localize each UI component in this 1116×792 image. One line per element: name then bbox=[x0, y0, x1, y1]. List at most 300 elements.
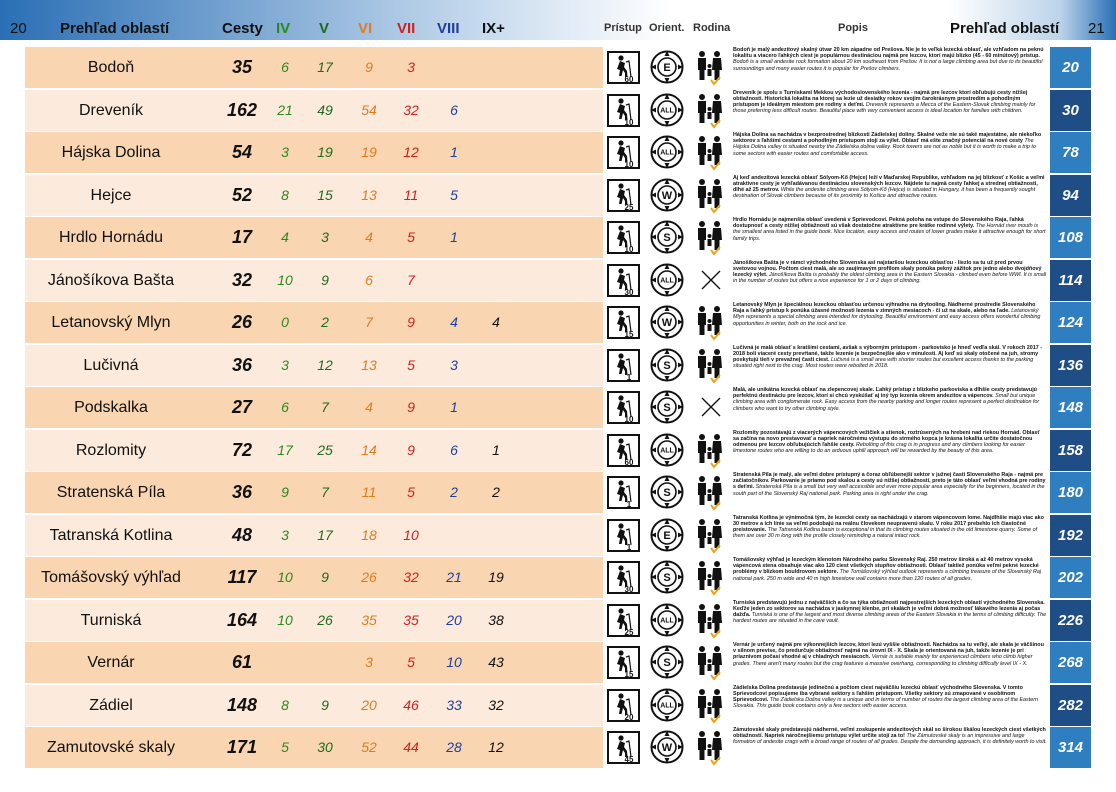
grade-count-g9 bbox=[476, 47, 516, 88]
compass-orientation-icon bbox=[650, 603, 684, 637]
grade-count-g4: 10 bbox=[277, 611, 293, 628]
grade-count-g4: 10 bbox=[277, 569, 293, 585]
description-english: Dreveník represents a Mecca of the Eastern-Slovak climbing mainly for those preferring less difficult routes. Beautiful place with very convenient access is ideal location for families with children. bbox=[733, 101, 1036, 115]
description-english: Lučivná is a small area with shorter routes but excellent access thanks to the parking situated right next to the crag. Most routes were rebolted in 2018. bbox=[733, 356, 1034, 370]
column-header-popis: Popis bbox=[838, 22, 868, 34]
orientation-letter: ALL bbox=[660, 702, 674, 709]
description-english: The Tomášovský výhľad outlook represents a climbing treasure of the Slovenský Raj national park. 250 m wide and 40 m high limestone wall contains more than 120 routes of all grades. bbox=[733, 569, 1042, 582]
grade-count-g9: 2 bbox=[492, 484, 500, 500]
grade-count-g8: 21 bbox=[446, 569, 462, 585]
grade-count-g9 bbox=[476, 387, 516, 428]
description-english: The Zámutovské skaly is an impressive and large formation of andesite crags with a broad range of routes of all grades. Despite the demanding approach, it is definitely worth to visit. bbox=[733, 733, 1047, 746]
column-header-grade-ix: IX+ bbox=[482, 20, 505, 37]
access-minutes: 1 bbox=[626, 372, 632, 382]
orientation-letter: S bbox=[663, 657, 671, 669]
grade-count-g8: 6 bbox=[450, 441, 458, 458]
access-minutes: 10 bbox=[624, 245, 634, 254]
compass-orientation-icon bbox=[650, 518, 684, 552]
grade-count-g4: 0 bbox=[281, 314, 289, 330]
area-description bbox=[733, 430, 1047, 471]
column-header-cesty: Cesty bbox=[222, 20, 263, 37]
hiker-access-icon bbox=[607, 646, 640, 679]
description-english: Jánošíkova Bašta is probably the oldest climbing area in the Eastern Slovakia - climbed even before WWI. It is small in the number of routes but offers a nice experience for 1 or 2 days of climbing. bbox=[733, 271, 1047, 285]
area-name: Vernár bbox=[87, 654, 135, 671]
grade-count-g9: 38 bbox=[488, 611, 504, 628]
access-minutes: 1 bbox=[626, 542, 632, 552]
table-row bbox=[25, 685, 1091, 726]
row-icons bbox=[607, 175, 731, 216]
area-description bbox=[733, 260, 1047, 301]
grade-count-g4: 3 bbox=[281, 526, 289, 543]
row-icons bbox=[607, 302, 731, 343]
row-icons bbox=[607, 260, 731, 301]
grade-count-g7: 5 bbox=[407, 229, 415, 245]
area-description bbox=[733, 217, 1047, 258]
guide-page-number: 30 bbox=[1050, 90, 1091, 131]
grade-count-g4: 6 bbox=[281, 399, 289, 415]
orientation-letter: W bbox=[661, 742, 673, 754]
row-icons bbox=[607, 472, 731, 513]
access-minutes: 15 bbox=[624, 670, 634, 679]
grade-count-g8: 4 bbox=[450, 314, 458, 330]
area-description bbox=[733, 472, 1047, 513]
orientation-letter: ALL bbox=[660, 107, 674, 114]
grade-count-g6: 19 bbox=[361, 144, 377, 160]
grade-count-g4: 8 bbox=[281, 696, 289, 713]
table-row bbox=[25, 642, 1091, 683]
access-minutes: 1 bbox=[626, 500, 632, 509]
route-count: 171 bbox=[226, 737, 258, 757]
grade-count-g9: 1 bbox=[492, 441, 500, 458]
grade-count-g7: 5 bbox=[407, 356, 415, 373]
grade-count-g5: 9 bbox=[321, 569, 329, 585]
grade-count-g7: 10 bbox=[403, 526, 419, 543]
grade-count-g4 bbox=[265, 642, 305, 683]
access-minutes: 10 bbox=[624, 415, 634, 424]
grade-count-g9 bbox=[476, 90, 516, 131]
grade-count-g6: 7 bbox=[365, 314, 373, 330]
row-icons bbox=[607, 345, 731, 386]
grade-count-g7: 9 bbox=[407, 314, 415, 330]
grade-count-g7: 5 bbox=[407, 484, 415, 500]
route-count: 35 bbox=[231, 57, 253, 77]
description-slovak: Jánošíkova Bašta je v rámci východného Slovenska asi najstaršou lezeckou oblasťou - liezlo sa tu už pred prvou svetovou vojnou. Počtom ciest malá, ale so zaujímavým profilom skaly ponúka pekný zážitok pre jedno alebo dvojdňový lezecký výlet. bbox=[733, 259, 1042, 278]
compass-orientation-icon bbox=[650, 688, 684, 722]
grade-count-g5: 19 bbox=[317, 144, 333, 160]
description-english: The Tatranská Kotlina basin is exceptional in that its climbing routes situated in the old limestone quarry. Some of them are over 30 m long with the profile closely reminding a natural intact rock. bbox=[733, 526, 1038, 540]
route-count: 54 bbox=[231, 142, 253, 162]
orientation-letter: S bbox=[663, 487, 671, 499]
table-row bbox=[25, 47, 1091, 88]
row-icons bbox=[607, 387, 731, 428]
grade-count-g6: 4 bbox=[365, 399, 373, 415]
column-header-grade-vi: VI bbox=[358, 20, 373, 37]
description-english: The Zádielska Dolina valley is a unique and in terms of number of routes the largest climbing area of the Eastern Slovakia. This guide book contains only a few sectors with easier access. bbox=[733, 696, 1039, 710]
grade-count-g5: 12 bbox=[317, 356, 333, 373]
grade-count-g7: 35 bbox=[403, 611, 419, 628]
description-slovak: Dreveník je spolu s Turniskami Mekkou východoslovenského lezenia - najmä pre lezcov ktorí obľubujú cesty nižšej obtiažnosti. Historická lokalita na ktorej sa lezie už desiatky rokov svojim čarokrásnym prostredím a pohodlným prístupom je ideálnym miestom pre rodiny s deťmi. bbox=[733, 89, 1028, 108]
description-slovak: Hrdlo Hornádu je najmenšia oblasť uvedená v Sprievodcovi. Pekná poloha na vstupe do Slovenského Raja, ľahká dostupnosť a cesty nižšej obtiažnosti sú však dostatočne atraktívne pre krátke rodinné výlety. bbox=[733, 217, 1024, 230]
hiker-access-icon bbox=[607, 349, 640, 382]
grade-count-g7: 7 bbox=[407, 271, 415, 288]
description-english: Bodoň is a small andesite rock formation about 20 km southeast from Prešov. It is not a large climbing area but due to its beautiful surroundings and many easier routes it is popular for Prešov climbers. bbox=[733, 59, 1043, 72]
grade-count-g5: 2 bbox=[321, 314, 329, 330]
route-count: 27 bbox=[231, 397, 253, 417]
area-name: Zamutovské skaly bbox=[46, 739, 176, 756]
description-english: Turniská is one of the largest and most diverse climbing areas of the Eastern Slovakia in the terms of climbing difficulty. The hardest routes are situated in the cave vault. bbox=[733, 611, 1047, 625]
grade-count-g9: 32 bbox=[488, 696, 504, 713]
area-description bbox=[733, 515, 1047, 556]
compass-orientation-icon bbox=[650, 135, 684, 169]
description-english: Stratenská Píla is a small but very well accessible and ever more popular area especially for the beginners, located in the south part of the Slovenský Raj national park. Parking area is right under the crag. bbox=[733, 484, 1045, 497]
hiker-access-icon bbox=[607, 519, 640, 552]
column-header-orient: Orient. bbox=[649, 22, 685, 34]
table-row bbox=[25, 387, 1091, 428]
area-name: Tatranská Kotlina bbox=[49, 526, 173, 544]
grade-count-g9: 4 bbox=[492, 314, 500, 330]
row-icons bbox=[607, 685, 731, 726]
area-name: Podskalka bbox=[74, 399, 148, 416]
grade-count-g5: 7 bbox=[321, 484, 329, 500]
access-minutes: 30 bbox=[624, 585, 634, 594]
area-name: Rozlomity bbox=[75, 441, 147, 459]
grade-count-g6: 13 bbox=[361, 356, 377, 373]
family-icon bbox=[695, 220, 725, 256]
grade-count-g6: 13 bbox=[361, 186, 377, 203]
area-name: Jánošíkova Bašta bbox=[47, 271, 175, 289]
grade-count-g4: 17 bbox=[277, 441, 293, 458]
description-slovak: Turniská predstavujú jednu z najväčších a čo sa týka obtiažnosti najpestrejších lezeckých oblastí východného Slovenska. Keďže jeden zo sektorov sa nachádza v jaskynnej klenbe, pri skalách je veľmi dobrá možnosť lákavého lezenia aj počas dažďa. bbox=[733, 599, 1045, 618]
description-english: Rebolting of this crag is in progress and any climbers looking for easier limestone routes who are willing to do an arduous uphill approach will be rewarded by the beauty of this area. bbox=[733, 441, 1025, 455]
compass-orientation-icon bbox=[650, 348, 684, 382]
area-name: Zádiel bbox=[89, 696, 133, 714]
grade-count-g6: 35 bbox=[361, 611, 377, 628]
guide-page-number: 158 bbox=[1050, 430, 1091, 471]
grade-count-g8: 5 bbox=[450, 186, 458, 203]
grade-count-g5: 25 bbox=[317, 441, 333, 458]
guide-page-number: 202 bbox=[1050, 557, 1091, 598]
route-count: 61 bbox=[231, 652, 253, 672]
area-name: Tomášovský výhľad bbox=[41, 569, 181, 586]
description-english: Vernár is suitable mainly for experienced climbers who climb higher grades. There aren't many routes but the crag features a massive overhang, corresponding to climbing difficulty level IX - X. bbox=[733, 654, 1033, 667]
grade-count-g7: 12 bbox=[403, 144, 419, 160]
table-row bbox=[25, 175, 1091, 216]
orientation-letter: ALL bbox=[660, 617, 674, 624]
grade-count-g8: 10 bbox=[446, 654, 462, 670]
column-header-pristup: Prístup bbox=[604, 22, 642, 34]
grade-count-g4: 5 bbox=[281, 739, 289, 755]
grade-count-g6: 4 bbox=[365, 229, 373, 245]
grade-count-g5: 49 bbox=[317, 101, 333, 118]
hiker-access-icon bbox=[607, 306, 640, 339]
table-row bbox=[25, 90, 1091, 131]
area-description bbox=[733, 642, 1047, 683]
grade-count-g7: 11 bbox=[403, 186, 419, 203]
grade-count-g4: 9 bbox=[281, 484, 289, 500]
table-row bbox=[25, 345, 1091, 386]
family-icon bbox=[695, 688, 725, 724]
hiker-access-icon bbox=[607, 51, 640, 84]
family-icon bbox=[695, 603, 725, 639]
area-name: Hejce bbox=[90, 186, 132, 204]
guide-page-number: 192 bbox=[1050, 515, 1091, 556]
guide-page-number: 268 bbox=[1050, 642, 1091, 683]
grade-count-g6: 9 bbox=[365, 59, 373, 75]
grade-count-g7: 9 bbox=[407, 441, 415, 458]
grade-count-g5: 9 bbox=[321, 271, 329, 288]
grade-count-g8 bbox=[434, 515, 474, 556]
description-english: The Hornád river mouth is the smallest area listed in the guide book. Nice location, easy access and routes of lower grades make it attractive enough for short family trips. bbox=[733, 223, 1046, 242]
area-description bbox=[733, 345, 1047, 386]
guide-page-number: 282 bbox=[1050, 685, 1091, 726]
row-icons bbox=[607, 642, 731, 683]
guide-page-number: 314 bbox=[1050, 727, 1091, 768]
table-row bbox=[25, 132, 1091, 173]
table-row bbox=[25, 515, 1091, 556]
access-minutes: 60 bbox=[624, 75, 634, 84]
grade-count-g5: 3 bbox=[321, 229, 329, 245]
grade-count-g8: 2 bbox=[450, 484, 458, 500]
guide-page-number: 136 bbox=[1050, 345, 1091, 386]
grade-count-g5: 7 bbox=[321, 399, 329, 415]
guide-page-number: 114 bbox=[1050, 260, 1091, 301]
grade-count-g6: 26 bbox=[361, 569, 377, 585]
grade-count-g8: 6 bbox=[450, 101, 458, 118]
description-english: While the andesite climbing area Sólyom-Kő (Hejce) is situated in Hungary, it has been a frequently sought destination of Slovak climbers because of its proximity to Košice and attractive routes. bbox=[733, 186, 1036, 200]
access-minutes: 45 bbox=[624, 755, 634, 764]
access-minutes: 15 bbox=[624, 330, 634, 339]
column-header-rodina: Rodina bbox=[693, 22, 731, 34]
grade-count-g5 bbox=[305, 642, 345, 683]
row-icons bbox=[607, 132, 731, 173]
guide-page-number: 20 bbox=[1050, 47, 1091, 88]
route-count: 164 bbox=[226, 609, 258, 630]
route-count: 32 bbox=[231, 269, 253, 290]
description-english: The Hájska Dolina valley is situated nearby the Zádielska dolina valley. Rock towers are not as noble but it is worth to make a trip to some sectors with easier routes and comfortable access. bbox=[733, 138, 1036, 157]
description-slovak: Malá, ale unikátna lezecká oblasť na zlepencovej skale. Ľahký prístup z blízkeho parkoviska a dlhšie cesty predstavujú perfektnú destináciu pre lezcov, ktorí si chcú vyskúšať aj iný typ lezenia okrem andezitov a vápencov. bbox=[733, 387, 1037, 400]
area-name: Dreveník bbox=[78, 101, 144, 119]
description-slovak: Lučivná je malá oblasť s kratšími cestami, avšak s výborným prístupom - parkovisko je hneď vedľa skál. V rokoch 2017 - 2018 boli viaceré cesty prevŕtané, takže lezenie je bezpečnejšie ako v minulosti. Aj keď sú skaly otočené na juh, stromy poskytujú tieň v prevažnej časti ciest. bbox=[733, 344, 1043, 363]
grade-count-g4: 4 bbox=[281, 229, 289, 245]
hiker-access-icon bbox=[607, 264, 640, 297]
grade-count-g4: 8 bbox=[281, 186, 289, 203]
table-row bbox=[25, 260, 1091, 301]
row-icons bbox=[607, 727, 731, 768]
route-count: 36 bbox=[231, 354, 253, 375]
table-row bbox=[25, 217, 1091, 258]
orientation-letter: S bbox=[663, 572, 671, 584]
area-name: Hrdlo Hornádu bbox=[58, 229, 164, 246]
grade-count-g9 bbox=[476, 515, 516, 556]
title-right: Prehľad oblastí bbox=[950, 20, 1060, 37]
orientation-letter: W bbox=[661, 189, 673, 202]
family-icon bbox=[695, 93, 725, 129]
table-row bbox=[25, 600, 1091, 641]
column-header-grade-viii: VIII bbox=[437, 20, 460, 37]
family-icon bbox=[695, 135, 725, 171]
description-slovak: Stratenská Píla je malý, ale veľmi dobre prístupný a čoraz obľúbenejší sektor v južnej časti Slovenského Raja - najmä pre začiatočníkov. Parkovanie je priamo pod skalou a cesty sú nižšej obtiažnosti, preto je táto oblasť veľmi vhodná pre rodiny s deťmi. bbox=[733, 472, 1046, 491]
table-row bbox=[25, 557, 1091, 598]
family-icon bbox=[695, 50, 725, 86]
grade-count-g8: 1 bbox=[450, 399, 458, 415]
area-description bbox=[733, 132, 1047, 173]
grade-count-g6: 3 bbox=[365, 654, 373, 670]
table-row bbox=[25, 302, 1091, 343]
access-minutes: 20 bbox=[624, 712, 634, 722]
grade-count-g9 bbox=[476, 132, 516, 173]
guide-page-number: 180 bbox=[1050, 472, 1091, 513]
grade-count-g6: 14 bbox=[361, 441, 377, 458]
grade-count-g5: 17 bbox=[317, 526, 333, 543]
compass-orientation-icon bbox=[650, 50, 684, 84]
hiker-access-icon bbox=[607, 731, 640, 764]
grade-count-g9 bbox=[476, 217, 516, 258]
compass-orientation-icon bbox=[650, 263, 684, 297]
area-description bbox=[733, 90, 1047, 131]
grade-count-g5: 17 bbox=[317, 59, 333, 75]
hiker-access-icon bbox=[607, 561, 640, 594]
grade-count-g6: 11 bbox=[361, 484, 377, 500]
grade-count-g4: 21 bbox=[277, 101, 293, 118]
description-english: Small but unique climbing area with conglomerate rock. Easy access from the nearby parking and longer routes represent a perfect destination for climbers who want to try other climbing style. bbox=[733, 393, 1040, 412]
not-for-family-icon bbox=[699, 268, 723, 292]
route-count: 17 bbox=[231, 227, 253, 247]
route-count: 148 bbox=[226, 694, 258, 715]
hiker-access-icon bbox=[607, 689, 640, 722]
hiker-access-icon bbox=[607, 136, 640, 169]
grade-count-g7: 5 bbox=[407, 654, 415, 670]
family-icon bbox=[695, 730, 725, 766]
grade-count-g9: 19 bbox=[488, 569, 504, 585]
grade-count-g9 bbox=[476, 345, 516, 386]
area-description bbox=[733, 47, 1047, 88]
grade-count-g8 bbox=[434, 260, 474, 301]
grade-count-g5: 9 bbox=[321, 696, 329, 713]
description-english: Letanovský Mlyn represents a special climbing area intended for drytooling. Beautiful environment and easy access offers wonderful climbing opportunities in winter, both on the rock and ice. bbox=[733, 308, 1041, 327]
hiker-access-icon bbox=[607, 391, 640, 424]
grade-count-g8: 1 bbox=[450, 144, 458, 160]
area-name: Bodoň bbox=[87, 59, 135, 76]
route-count: 162 bbox=[226, 99, 258, 120]
route-count: 48 bbox=[231, 524, 253, 545]
row-icons bbox=[607, 90, 731, 131]
guide-page-number: 108 bbox=[1050, 217, 1091, 258]
grade-count-g8: 1 bbox=[450, 229, 458, 245]
grade-count-g5: 15 bbox=[317, 186, 333, 203]
compass-orientation-icon bbox=[650, 305, 684, 339]
grade-count-g7: 32 bbox=[403, 101, 419, 118]
grade-count-g9 bbox=[476, 175, 516, 216]
title-left: Prehľad oblastí bbox=[60, 20, 170, 37]
column-header-grade-iv: IV bbox=[276, 20, 291, 37]
row-icons bbox=[607, 430, 731, 471]
row-icons bbox=[607, 47, 731, 88]
grade-count-g6: 20 bbox=[361, 696, 377, 713]
description-slovak: Rozlomity pozostávajú z viacerých vápencových vežičiek a stienok, roztrúsených na hrebeni nad riekou Hornád. Oblasť sa začína na novo prestavovať a napriek náročnému výstupu do strmého kopca je krásna lokalita určite dostatočnou odmenou pre lezcov obľubujúcich ľahšie cesty. bbox=[733, 429, 1040, 448]
grade-count-g8: 3 bbox=[450, 356, 458, 373]
area-description bbox=[733, 600, 1047, 641]
table-row bbox=[25, 727, 1091, 768]
access-minutes: 25 bbox=[624, 627, 634, 637]
access-minutes: 60 bbox=[624, 457, 634, 467]
orientation-letter: ALL bbox=[660, 277, 674, 284]
grade-count-g7: 32 bbox=[403, 569, 419, 585]
area-name: Turniská bbox=[80, 611, 142, 629]
area-description bbox=[733, 557, 1047, 598]
row-icons bbox=[607, 515, 731, 556]
compass-orientation-icon bbox=[650, 560, 684, 594]
hiker-access-icon bbox=[607, 94, 640, 127]
compass-orientation-icon bbox=[650, 390, 684, 424]
family-icon bbox=[695, 305, 725, 341]
area-description bbox=[733, 302, 1047, 343]
grade-count-g8: 33 bbox=[446, 696, 462, 713]
family-icon bbox=[695, 178, 725, 214]
family-icon bbox=[695, 645, 725, 681]
guide-page-number: 78 bbox=[1050, 132, 1091, 173]
guide-page-number: 94 bbox=[1050, 175, 1091, 216]
area-description bbox=[733, 175, 1047, 216]
description-slovak: Tatranská Kotlina je výnimočná tým, že lezecké cesty sa nachádzajú v starom vápencovom lome. Najdlhšie majú viac ako 30 metrov a ich línie sa veľmi podobajú na reálnu človekom neupravenú skalu. V roku 2017 prebehlo ich čiastočné preistovanie. bbox=[733, 514, 1044, 533]
area-name: Stratenská Píla bbox=[56, 484, 166, 501]
area-description bbox=[733, 685, 1047, 726]
family-icon bbox=[695, 348, 725, 384]
family-icon bbox=[695, 560, 725, 596]
grade-count-g9: 12 bbox=[488, 739, 504, 755]
row-icons bbox=[607, 557, 731, 598]
grade-count-g7: 3 bbox=[407, 59, 415, 75]
hiker-access-icon bbox=[607, 604, 640, 637]
grade-count-g5: 30 bbox=[317, 739, 333, 755]
family-icon bbox=[695, 518, 725, 554]
column-header-grade-vii: VII bbox=[397, 20, 416, 37]
grade-count-g7: 46 bbox=[403, 696, 419, 713]
area-description bbox=[733, 387, 1047, 428]
page-number-left: 20 bbox=[10, 20, 27, 37]
grade-count-g4: 3 bbox=[281, 144, 289, 160]
orientation-letter: S bbox=[663, 232, 671, 244]
grade-count-g6: 18 bbox=[361, 526, 377, 543]
grade-count-g9: 43 bbox=[488, 654, 504, 670]
grade-count-g7: 9 bbox=[407, 399, 415, 415]
access-minutes: 10 bbox=[624, 117, 634, 127]
description-slovak: Bodoň je malý andezitový skalný útvar 20 km západne od Prešova. Nie je to veľká lezecká oblasť, ale vzhľadom na peknú lokalitu a viacero ľahkých ciest je populárnou destináciou najmä pre lezcov, ktorí majú blízko (45 - 60 minútový) prístup. bbox=[733, 47, 1044, 60]
route-count: 52 bbox=[231, 184, 253, 205]
description-slovak: Aj keď andezitová lezecká oblasť Sólyom-Kő (Hejce) leží v Maďarskej Republike, vzhľadom na jej blízkosť z Košíc a veľmi atraktívne cesty je vyhľadávanou destináciou slovenských lezcov. Nájdete tu najmä cesty ľahkej a strednej obtiažnosti, dlhé až 25 metrov. bbox=[733, 174, 1045, 193]
orientation-letter: S bbox=[663, 359, 671, 372]
row-icons bbox=[607, 600, 731, 641]
compass-orientation-icon bbox=[650, 730, 684, 764]
grade-count-g4: 6 bbox=[281, 59, 289, 75]
grade-count-g4: 3 bbox=[281, 356, 289, 373]
guide-page-number: 226 bbox=[1050, 600, 1091, 641]
grade-count-g6: 54 bbox=[361, 101, 377, 118]
row-icons bbox=[607, 217, 731, 258]
orientation-letter: ALL bbox=[660, 149, 674, 157]
description-slovak: Zádielska Dolina predstavuje jedinečnú a počtom ciest najväčšiu lezeckú oblasť východného Slovenska. V tomto Sprievodcovi popisujeme iba vybrané sektory s ľahším prístupom. Všetky sektory sú zmapované v osobitnom Sprievodcovi. bbox=[733, 684, 1023, 703]
grade-count-g8: 28 bbox=[446, 739, 462, 755]
guide-page-number: 124 bbox=[1050, 302, 1091, 343]
description-slovak: Zámutovské skaly predstavujú nádherné, veľmi zoskupenie andezitových skál so širokou škálou lezeckých ciest všetkých obtiažností. Napriek náročnejšiemu prístupu výlet určite stojí za to! bbox=[733, 727, 1046, 740]
area-name: Hájska Dolina bbox=[61, 144, 161, 161]
description-slovak: Letanovský Mlyn je špeciálnou lezeckou oblasťou určenou výhradne na drytooling. Nádherné prostredie Slovenského Raja a ľahký prístup k ponúka úžasné možnosti lezenia v zimných mesiacoch - či už na skale, alebo na ľade. bbox=[733, 302, 1036, 315]
orientation-letter: W bbox=[661, 317, 673, 329]
family-icon bbox=[695, 475, 725, 511]
family-icon bbox=[695, 433, 725, 469]
compass-orientation-icon bbox=[650, 178, 684, 212]
description-slovak: Tomášovský výhľad je lezeckým klenotom Národného parku Slovenský Raj. 250 metrov široká a až 40 metrov vysoká vápencová stena obsahuje viac ako 120 ciest všetkých stupňov obtiažnosti. Oblasť taktiež ponúka veľmi pekné lezecké problémy v blízkom bouldrovom sektore. bbox=[733, 557, 1039, 576]
access-minutes: 25 bbox=[624, 202, 634, 212]
